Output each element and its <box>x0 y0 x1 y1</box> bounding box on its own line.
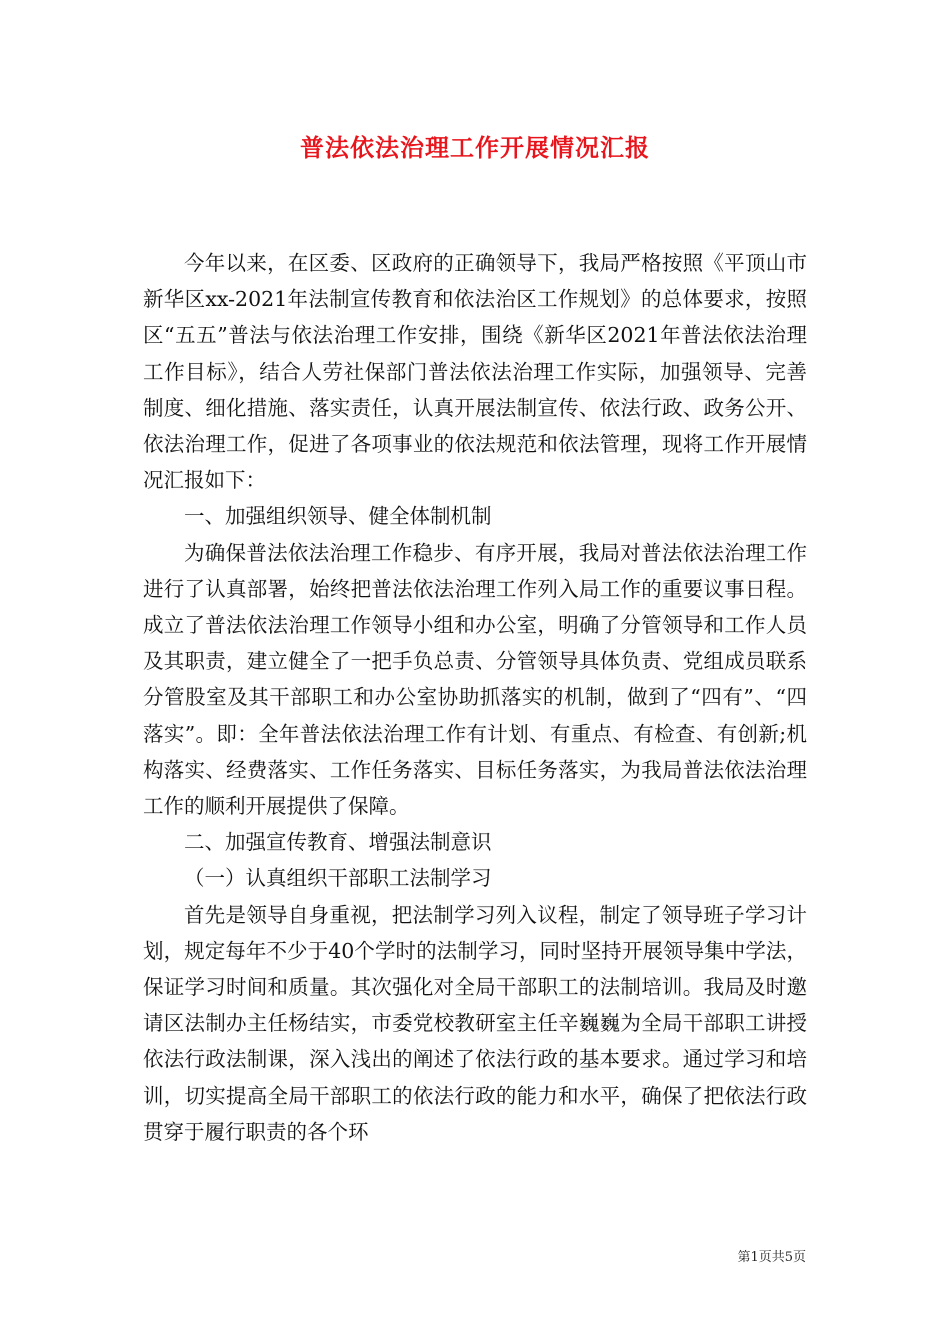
paragraph: 首先是领导自身重视，把法制学习列入议程，制定了领导班子学习计划，规定每年不少于40个学时的法制学习，同时坚持开展领导集中学法，保证学习时间和质量。其次强化对全局干部职工的法制培训。我局及时邀请区法制办主任杨结实，市委党校教研室主任辛巍巍为全局干部职工讲授依法行政法制课，深入浅出的阐述了依法行政的基本要求。通过学习和培训，切实提高全局干部职工的依法行政的能力和水平，确保了把依法行政贯穿于履行职责的各个环 <box>143 902 807 1144</box>
page-number: 第1页共5页 <box>737 1250 806 1265</box>
paragraph: 为确保普法依法治理工作稳步、有序开展，我局对普法依法治理工作进行了认真部署，始终把普法依法治理工作列入局工作的重要议事日程。成立了普法依法治理工作领导小组和办公室，明确了分管领导和工作人员及其职责，建立健全了一把手负总责、分管领导具体负责、党组成员联系分管股室及其干部职工和办公室协助抓落实的机制，做到了“四有”、“四落实”。即：全年普法依法治理工作有计划、有重点、有检查、有创新;机构落实、经费落实、工作任务落实、目标任务落实，为我局普法依法治理工作的顺利开展提供了保障。 <box>143 540 807 819</box>
subsection-heading: （一）认真组织干部职工法制学习 <box>184 866 492 891</box>
section-heading: 二、加强宣传教育、增强法制意识 <box>184 830 492 855</box>
section-heading: 一、加强组织领导、健全体制机制 <box>184 504 492 529</box>
document-body <box>143 245 807 1150</box>
document-title: 普法依法治理工作开展情况汇报 <box>300 133 650 162</box>
paragraph: 今年以来，在区委、区政府的正确领导下，我局严格按照《平顶山市新华区xx-2021年法制宣传教育和依法治区工作规划》的总体要求，按照区“五五”普法与依法治理工作安排，围绕《新华区2021年普法依法治理工作目标》，结合人劳社保部门普法依法治理工作实际，加强领导、完善制度、细化措施、落实责任，认真开展法制宣传、依法行政、政务公开、依法治理工作，促进了各项事业的依法规范和依法管理，现将工作开展情况汇报如下： <box>143 251 807 493</box>
